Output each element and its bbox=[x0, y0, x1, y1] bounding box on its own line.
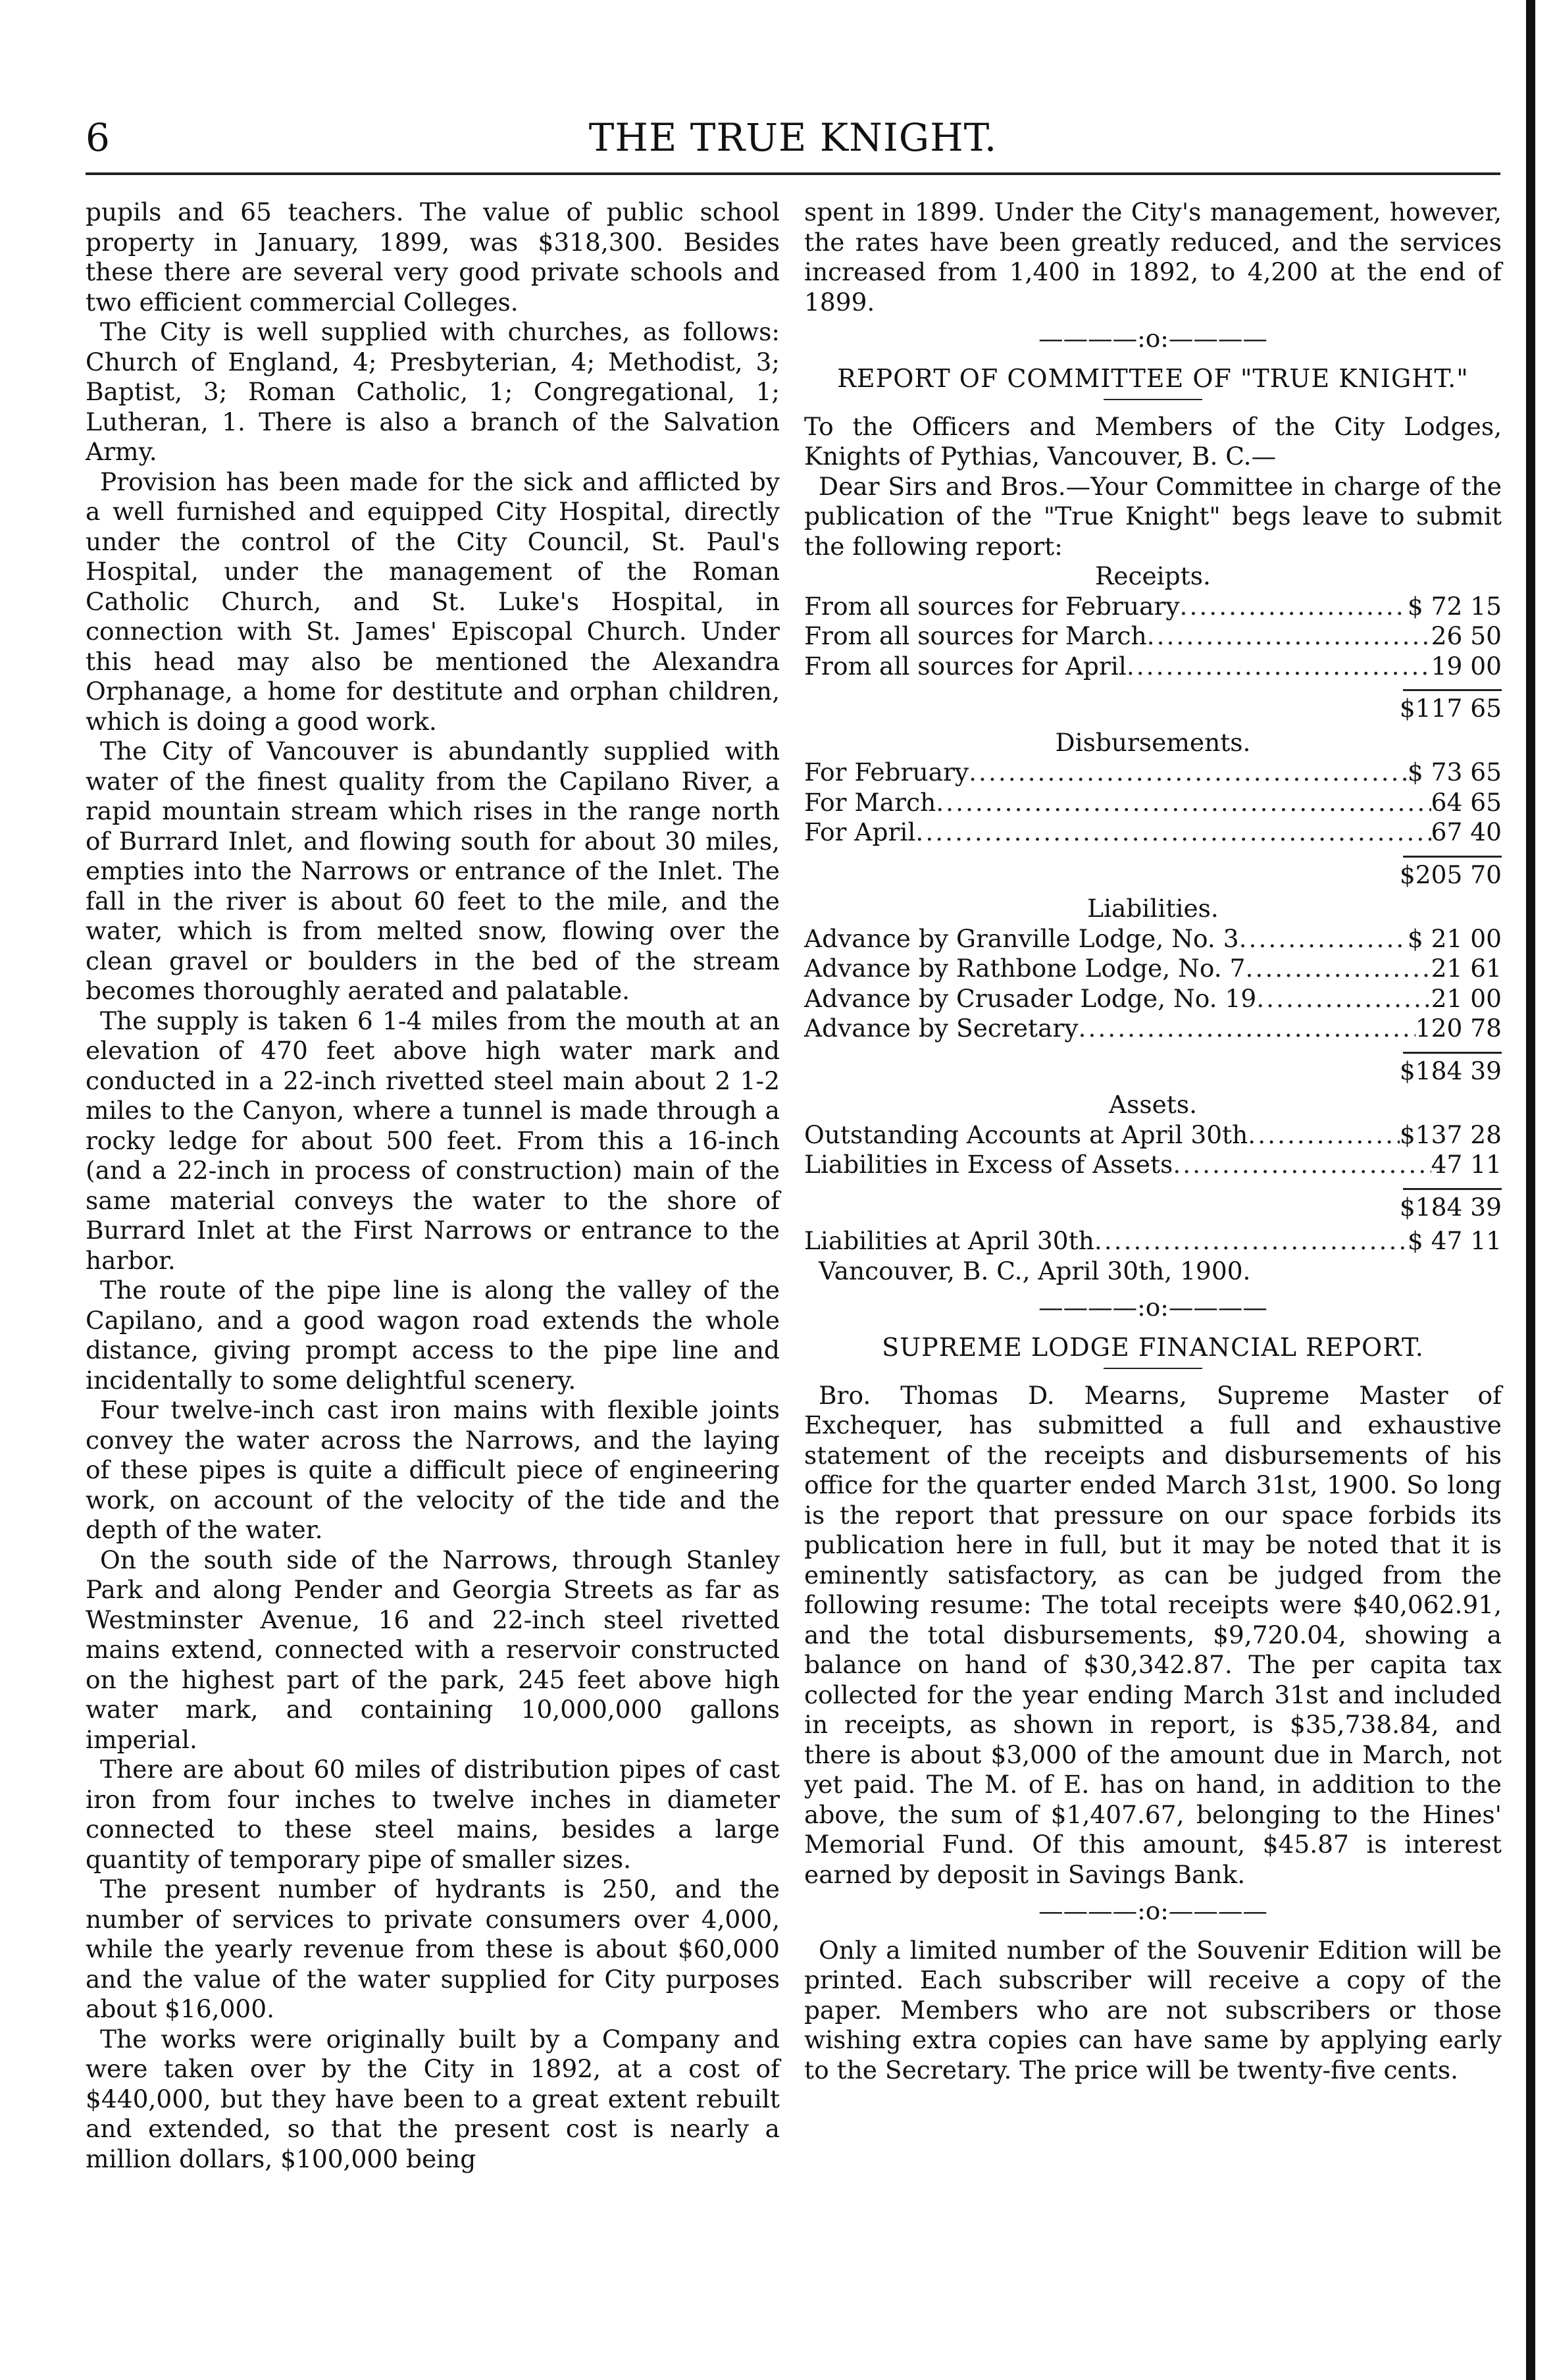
ledger-label: Advance by Granville Lodge, No. 3 bbox=[804, 923, 1239, 953]
ledger-label: Advance by Secretary bbox=[804, 1014, 1079, 1043]
separator: ————:o:———— bbox=[1038, 324, 1267, 353]
receipts-heading: Receipts. bbox=[1095, 561, 1211, 590]
ledger-row bbox=[804, 817, 1502, 848]
ledger-row bbox=[804, 592, 1502, 622]
ledger-label: Liabilities in Excess of Assets bbox=[804, 1150, 1173, 1179]
separator: ————:o:———— bbox=[1038, 1896, 1267, 1925]
total-rule bbox=[1403, 856, 1502, 858]
ledger-label: Advance by Crusader Lodge, No. 19 bbox=[804, 983, 1257, 1013]
ledger-row bbox=[804, 924, 1502, 954]
receipts-total: $117 65 bbox=[1399, 694, 1502, 723]
ledger-row bbox=[804, 1120, 1502, 1151]
heading-rule bbox=[1104, 1368, 1202, 1369]
ledger-row bbox=[804, 1150, 1502, 1180]
paragraph-water-supply: The City of Vancouver is abundantly supplied with water of the finest quality from the Capilano River, a rapid mountain stream which rises in the range north of Burrard Inlet, and flowing south for about 30 miles, empties into the Narrows or entrance of the Inlet. The fall in the river is about 60 feet to the mile, and the water, which is from melted snow, flowing over the clean gravel or boulders in the bed of the stream becomes thoroughly aerated and palatable. bbox=[86, 737, 780, 1005]
report-heading: REPORT OF COMMITTEE OF "TRUE KNIGHT." bbox=[837, 363, 1469, 393]
ledger-row bbox=[804, 788, 1502, 818]
page-number: 6 bbox=[86, 115, 110, 160]
disbursements-total: $205 70 bbox=[1399, 860, 1502, 889]
liabilities-heading: Liabilities. bbox=[1087, 894, 1219, 923]
ledger-row bbox=[804, 652, 1502, 682]
ledger-amount: 64 65 bbox=[1431, 787, 1502, 817]
ledger-label: From all sources for February bbox=[804, 591, 1180, 621]
ledger-amount: 47 11 bbox=[1431, 1150, 1502, 1179]
ledger-amount: $ 47 11 bbox=[1407, 1226, 1502, 1255]
ledger-amount: $137 28 bbox=[1399, 1120, 1502, 1149]
paragraph-hydrants: The present number of hydrants is 250, and the number of services to private consumers over 4,000, while the yearly revenue from these is about $60,000 and the value of the water supplied for City purposes about $16,000. bbox=[86, 1875, 780, 2023]
paragraph-schools: pupils and 65 teachers. The value of public school property in January, 1899, was $318,300. Besides these there are several very good private schools and two efficient commercial Colleges. bbox=[86, 197, 780, 317]
disbursements-heading: Disbursements. bbox=[1055, 727, 1251, 757]
supreme-heading: SUPREME LODGE FINANCIAL REPORT. bbox=[882, 1332, 1424, 1362]
ledger-label: Outstanding Accounts at April 30th bbox=[804, 1120, 1248, 1149]
paragraph-continuation: spent in 1899. Under the City's management, however, the rates have been greatly reduced, and the services increased from 1,400 in 1892, to 4,200 at the end of 1899. bbox=[804, 197, 1502, 317]
paragraph-pipe-route: The route of the pipe line is along the valley of the Capilano, and a good wagon road extends the whole distance, giving prompt access to the pipe line and incidentally to some delightful scenery. bbox=[86, 1276, 780, 1395]
report-dateline: Vancouver, B. C., April 30th, 1900. bbox=[819, 1256, 1251, 1285]
report-salutation: Dear Sirs and Bros.—Your Committee in charge of the publication of the "True Knight" begs leave to submit the following report: bbox=[804, 471, 1502, 561]
ledger-amount: 26 50 bbox=[1431, 621, 1502, 650]
ledger-row bbox=[804, 954, 1502, 984]
assets-total: $184 39 bbox=[1399, 1192, 1502, 1222]
report-address: To the Officers and Members of the City Lodges, Knights of Pythias, Vancouver, B. C.— bbox=[804, 411, 1502, 471]
paragraph-hospitals: Provision has been made for the sick and afflicted by a well furnished and equipped City Hospital, directly under the control of the City Council, St. Paul's Hospital, under the management of the Roman Catholic Church, and St. Luke's Hospital, in connection with St. James' Episcopal Church. Under this head may also be mentioned the Alexandra Orphanage, a home for destitute and orphan children, which is doing a good work. bbox=[86, 467, 780, 736]
ledger-amount: 21 00 bbox=[1431, 983, 1502, 1013]
ledger-amount: 19 00 bbox=[1431, 651, 1502, 681]
paragraph-reservoir: On the south side of the Narrows, through Stanley Park and along Pender and Georgia Streets as far as Westminster Avenue, 16 and 22-inch steel rivetted mains extend, connected with a reservoir constructed on the highest part of the park, 245 feet above high water mark, and containing 10,000,000 gallons imperial. bbox=[86, 1545, 780, 1754]
ledger-amount: 67 40 bbox=[1431, 817, 1502, 846]
ledger-amount: $ 72 15 bbox=[1407, 591, 1502, 621]
total-rule bbox=[1403, 1188, 1502, 1190]
paragraph-churches: The City is well supplied with churches, as follows: Church of England, 4; Presbyterian, 4; Methodist, 3; Baptist, 3; Roman Catholic, 1; Congregational, 1; Lutheran, 1. There is also a branch of the Salvation Army. bbox=[86, 317, 780, 466]
right-column bbox=[804, 197, 1502, 2085]
heading-rule bbox=[1104, 399, 1202, 400]
page-header bbox=[86, 115, 1500, 161]
supreme-body: Bro. Thomas D. Mearns, Supreme Master of Exchequer, has submitted a full and exhaustive statement of the receipts and disbursements of his office for the quarter ended March 31st, 1900. So long is the report that pressure on our space forbids its publication here in full, but it may be noted that it is eminently satisfactory, as can be judged from the following resume: The total receipts were $40,062.91, and the total disbursements, $9,720.04, showing a balance on hand of $30,342.87. The per capita tax collected for the year ending March 31st and included in receipts, as shown in report, is $35,738.84, and there is about $3,000 of the amount due in March, not yet paid. The M. of E. has on hand, in addition to the above, the sum of $1,407.67, belonging to the Hines' Memorial Fund. Of this amount, $45.87 is interest earned by deposit in Savings Bank. bbox=[804, 1380, 1502, 1889]
ledger-row-final bbox=[804, 1226, 1502, 1256]
ledger-label: For April bbox=[804, 817, 916, 846]
paragraph-narrows-mains: Four twelve-inch cast iron mains with flexible joints convey the water across the Narrows, and the laying of these pipes is quite a difficult piece of engineering work, on account of the velocity of the tide and the depth of the water. bbox=[86, 1395, 780, 1544]
liabilities-total: $184 39 bbox=[1399, 1056, 1502, 1085]
ledger-label: For March bbox=[804, 787, 936, 817]
ledger-row bbox=[804, 621, 1502, 652]
total-rule bbox=[1403, 1052, 1502, 1054]
masthead-title: THE TRUE KNIGHT. bbox=[588, 115, 998, 160]
header-rule bbox=[86, 172, 1500, 175]
separator: ————:o:———— bbox=[1038, 1293, 1267, 1322]
paragraph-works-cost: The works were originally built by a Company and were taken over by the City in 1892, at a cost of $440,000, but they have been to a great extent rebuilt and extended, so that the present cost is nearly a million dollars, $100,000 being bbox=[86, 2024, 780, 2173]
ledger-label: From all sources for March bbox=[804, 621, 1147, 650]
page-edge-rule bbox=[1526, 0, 1535, 2380]
ledger-amount: 120 78 bbox=[1415, 1014, 1502, 1043]
ledger-row bbox=[804, 758, 1502, 788]
ledger-amount: $ 73 65 bbox=[1407, 758, 1502, 787]
left-column bbox=[86, 197, 780, 2174]
ledger-label: For February bbox=[804, 758, 969, 787]
ledger-label: Liabilities at April 30th bbox=[804, 1226, 1094, 1255]
ledger-row bbox=[804, 1014, 1502, 1044]
total-rule bbox=[1403, 689, 1502, 691]
ledger-label: Advance by Rathbone Lodge, No. 7 bbox=[804, 954, 1246, 983]
assets-heading: Assets. bbox=[1109, 1090, 1197, 1119]
ledger-row bbox=[804, 984, 1502, 1014]
souvenir-notice: Only a limited number of the Souvenir Edition will be printed. Each subscriber will receive a copy of the paper. Members who are not subscribers or those wishing extra copies can have same by applying early to the Secretary. The price will be twenty-five cents. bbox=[804, 1935, 1502, 2084]
paragraph-distribution: There are about 60 miles of distribution pipes of cast iron from four inches to twelve inches in diameter connected to these steel mains, besides a large quantity of temporary pipe of smaller sizes. bbox=[86, 1755, 780, 1874]
ledger-amount: 21 61 bbox=[1431, 954, 1502, 983]
ledger-amount: $ 21 00 bbox=[1407, 923, 1502, 953]
ledger-label: From all sources for April bbox=[804, 651, 1127, 681]
paragraph-supply-main: The supply is taken 6 1-4 miles from the mouth at an elevation of 470 feet above high water mark and conducted in a 22-inch rivetted steel main about 2 1-2 miles to the Canyon, where a tunnel is made through a rocky ledge for about 500 feet. From this a 16-inch (and a 22-inch in process of construction) main of the same material conveys the water to the shore of Burrard Inlet at the First Narrows or entrance to the harbor. bbox=[86, 1006, 780, 1275]
